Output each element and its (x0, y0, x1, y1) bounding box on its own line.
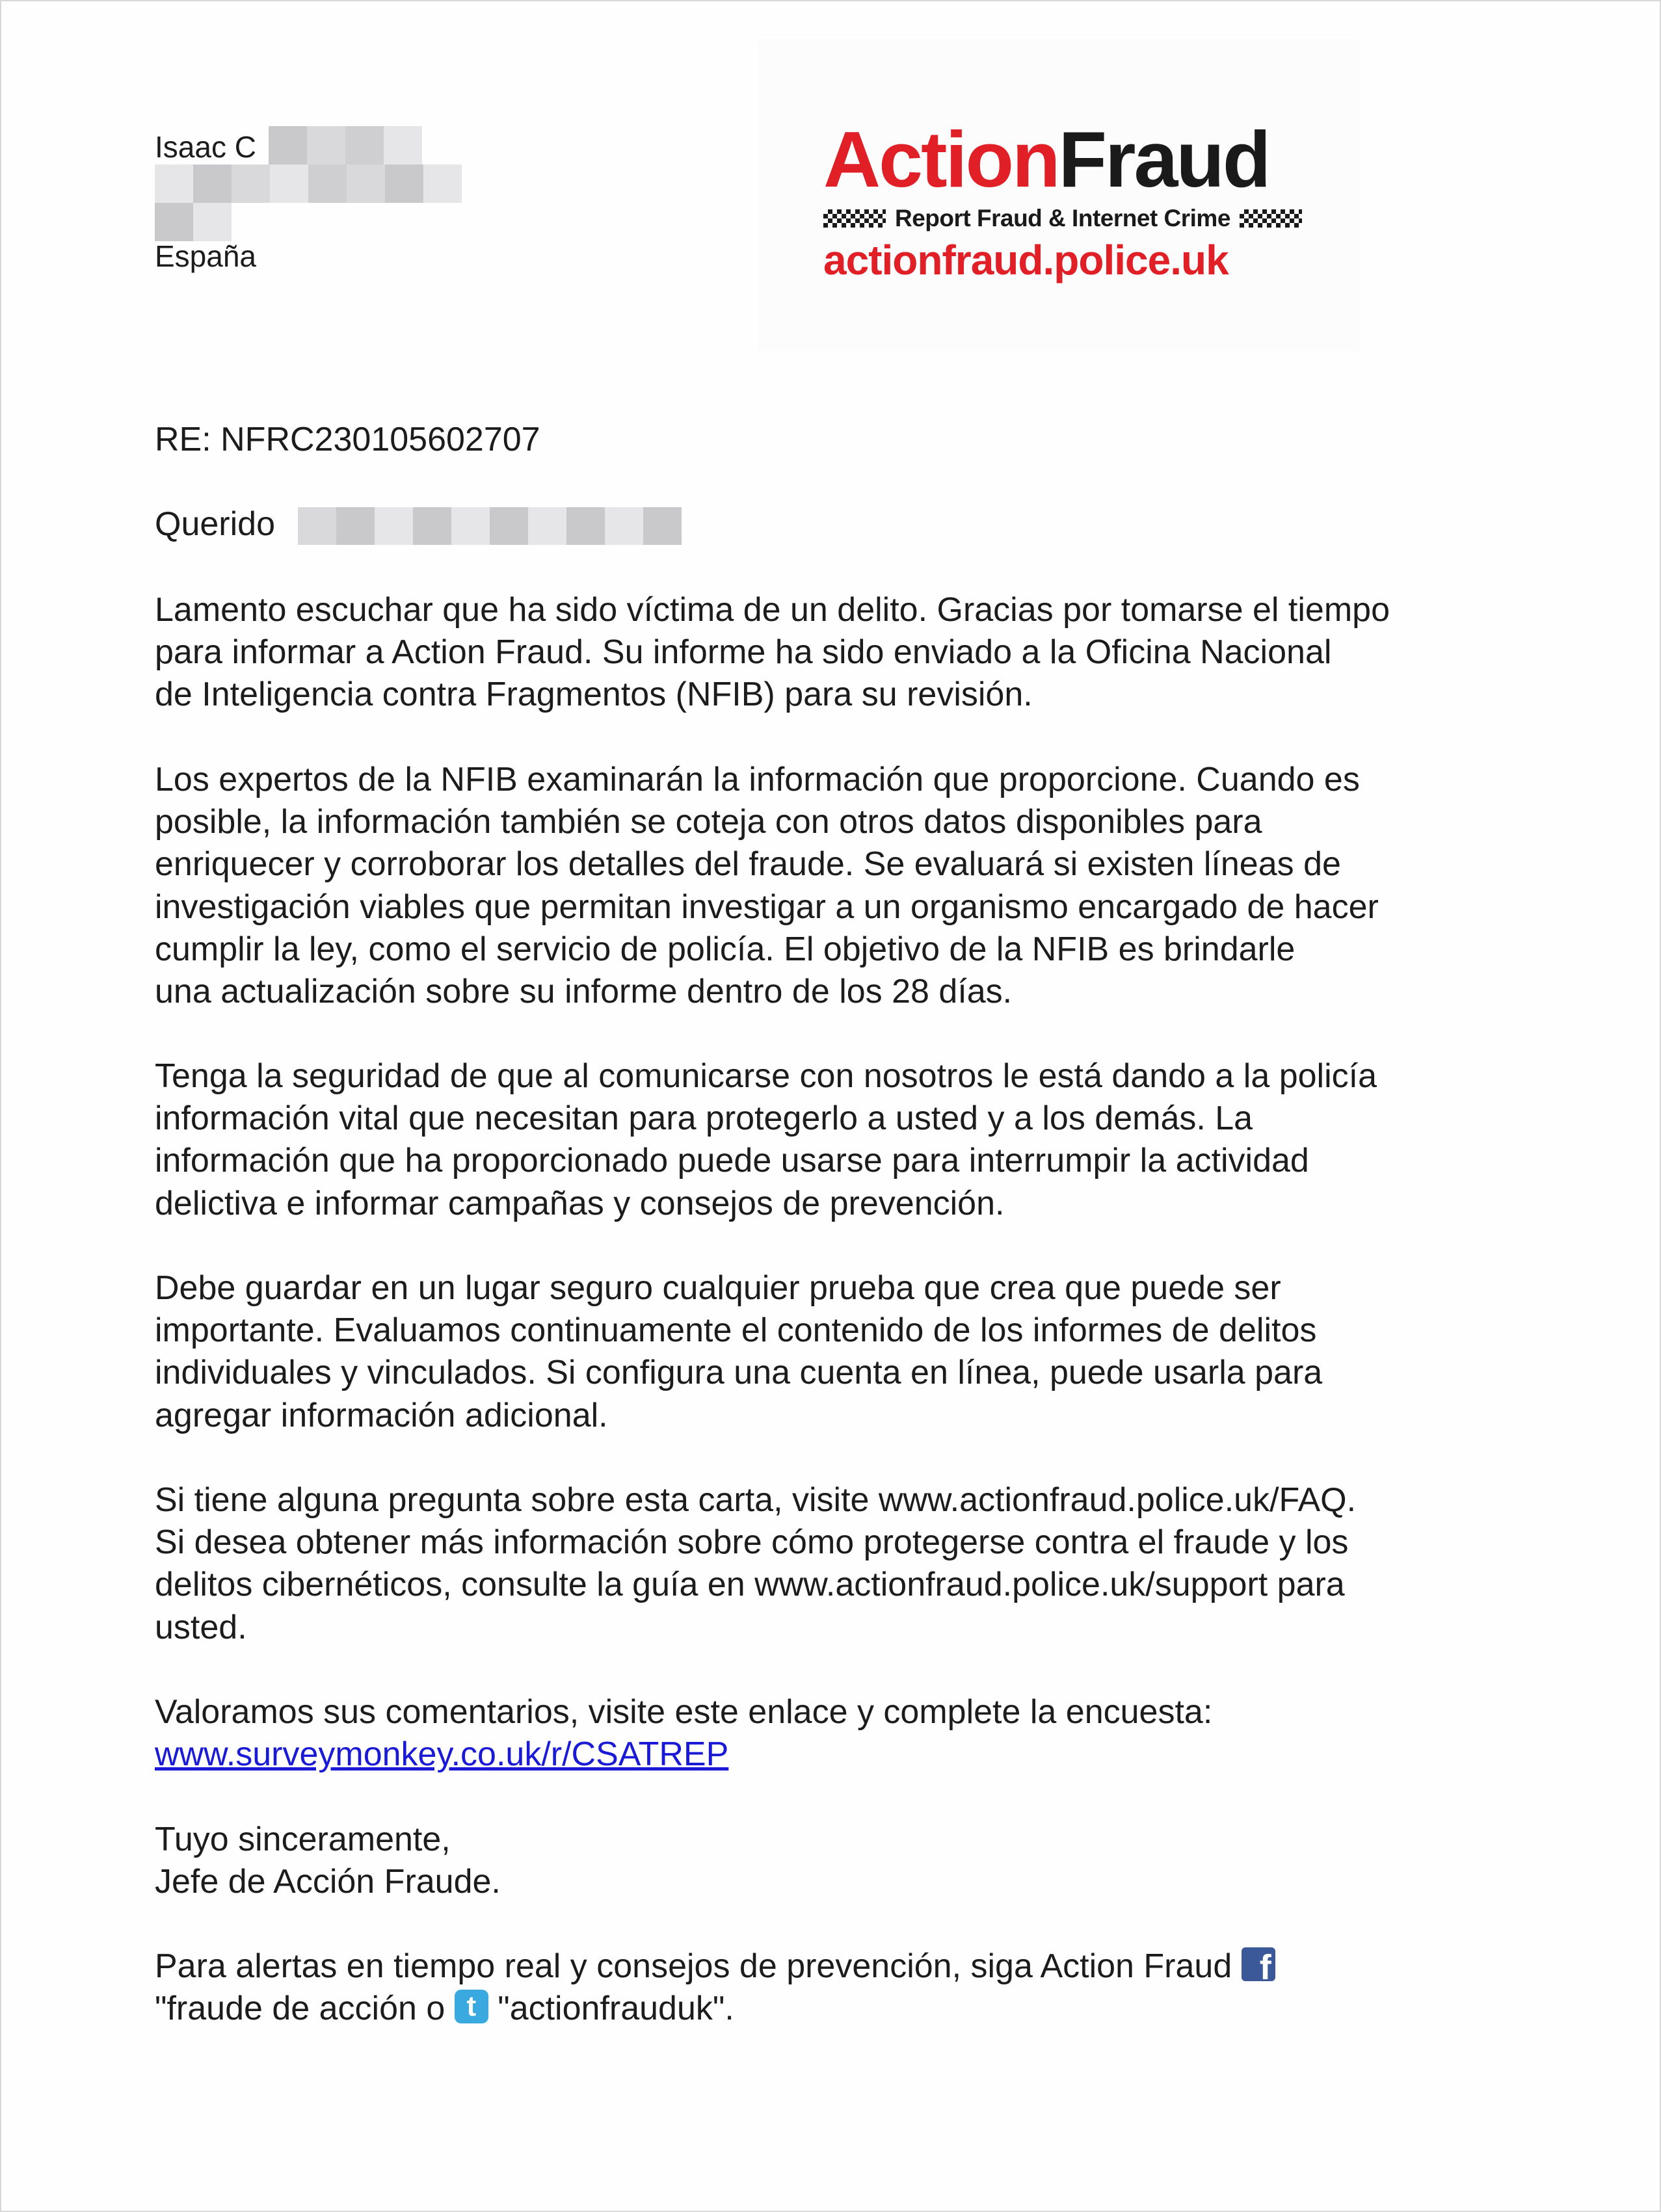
closing-block (155, 1819, 1547, 1903)
paragraph-line: Los expertos de la NFIB examinarán la información que proporcione. Cuando es (155, 761, 1360, 798)
redacted-recipient-name (298, 507, 682, 545)
paragraph-line: una actualización sobre su informe dentro de los 28 días. (155, 973, 1013, 1011)
paragraph-line: Tenga la seguridad de que al comunicarse con nosotros le está dando a la policía (155, 1057, 1377, 1095)
paragraph-2 (155, 759, 1547, 1013)
action-fraud-logo (757, 39, 1359, 351)
logo-tagline-row (823, 202, 1296, 235)
paragraph-line: usted. (155, 1608, 247, 1646)
paragraph-5 (155, 1479, 1547, 1649)
feedback-text: Valoramos sus comentarios, visite este enlace y complete la encuesta: (155, 1693, 1213, 1731)
facebook-icon[interactable]: f (1242, 1947, 1275, 1981)
redacted-address-line-1 (269, 126, 422, 165)
logo-url: actionfraud.police.uk (823, 237, 1229, 283)
recipient-name: Isaac C (155, 130, 256, 164)
social-text-line-2b: "actionfrauduk". (498, 1990, 734, 2028)
paragraph-line: información vital que necesitan para protegerlo a usted y a los demás. La (155, 1099, 1253, 1138)
paragraph-line: información que ha proporcionado puede usarse para interrumpir la actividad (155, 1142, 1309, 1180)
checker-pattern-right (1240, 209, 1302, 228)
feedback-block (155, 1691, 1547, 1776)
paragraph-line: enriquecer y corroborar los detalles del fraude. Se evaluará si existen líneas de (155, 845, 1341, 884)
paragraph-line: delitos cibernéticos, consulte la guía en www.actionfraud.police.uk/support para (155, 1566, 1345, 1604)
paragraph-line: delictiva e informar campañas y consejos de prevención. (155, 1184, 1005, 1222)
paragraph-line: individuales y vinculados. Si configura una cuenta en línea, puede usarla para (155, 1354, 1323, 1392)
survey-link[interactable]: www.surveymonkey.co.uk/r/CSATREP (155, 1735, 729, 1774)
closing-text: Tuyo sinceramente, (155, 1821, 451, 1858)
social-text-line-2a: "fraude de acción o (155, 1990, 445, 2028)
salutation: Querido (155, 505, 275, 543)
paragraph-line: agregar información adicional. (155, 1396, 608, 1434)
paragraph-line: Lamento escuchar que ha sido víctima de un delito. Gracias por tomarse el tiempo (155, 591, 1390, 629)
recipient-country: España (155, 239, 257, 273)
logo-action-text: Action (823, 115, 1059, 204)
logo-fraud-text: Fraud (1058, 115, 1269, 204)
paragraph-line: Debe guardar en un lugar seguro cualquier prueba que crea que puede ser (155, 1269, 1281, 1307)
logo-wordmark (823, 117, 1269, 202)
paragraph-3 (155, 1055, 1547, 1225)
paragraph-line: para informar a Action Fraud. Su informe ha sido enviado a la Oficina Nacional (155, 633, 1332, 672)
checker-pattern-left (823, 209, 886, 228)
social-block (155, 1945, 1547, 2030)
paragraph-line: de Inteligencia contra Fragmentos (NFIB) para su revisión. (155, 676, 1033, 714)
paragraph-line: Si tiene alguna pregunta sobre esta carta, visite www.actionfraud.police.uk/FAQ. (155, 1481, 1357, 1519)
social-text-line-1: Para alertas en tiempo real y consejos de prevención, siga Action Fraud (155, 1947, 1232, 1985)
twitter-icon[interactable]: t (455, 1990, 488, 2023)
paragraph-line: Si desea obtener más información sobre cómo protegerse contra el fraude y los (155, 1523, 1349, 1562)
redacted-address-line-2 (155, 165, 462, 203)
redacted-address-line-3 (155, 203, 232, 241)
paragraph-line: cumplir la ley, como el servicio de policía. El objetivo de la NFIB es brindarle (155, 930, 1296, 968)
logo-tagline: Report Fraud & Internet Crime (895, 205, 1230, 231)
paragraph-4 (155, 1267, 1547, 1437)
paragraph-line: posible, la información también se coteja con otros datos disponibles para (155, 803, 1262, 841)
paragraph-line: investigación viables que permitan investigar a un organismo encargado de hacer (155, 888, 1379, 926)
reference-line: RE: NFRC230105602707 (155, 421, 540, 458)
paragraph-1 (155, 589, 1547, 717)
paragraph-line: importante. Evaluamos continuamente el contenido de los informes de delitos (155, 1311, 1317, 1350)
signature-text: Jefe de Acción Fraude. (155, 1863, 501, 1901)
